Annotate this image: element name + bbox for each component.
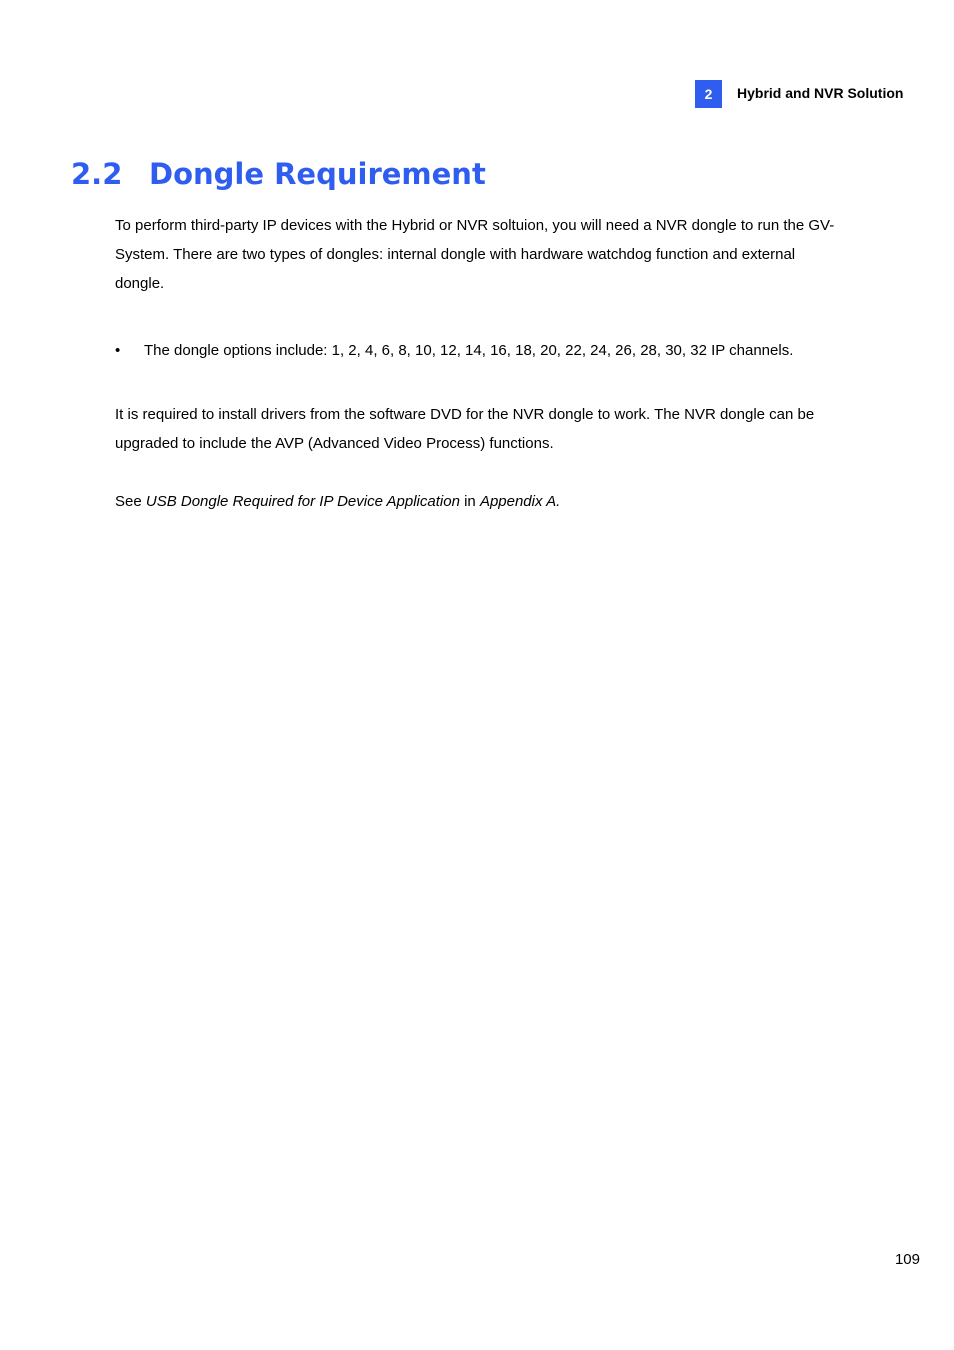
chapter-title: Hybrid and NVR Solution — [737, 85, 904, 101]
section-title: Dongle Requirement — [149, 157, 486, 191]
see-middle: in — [459, 493, 480, 510]
see-reference-paragraph — [115, 487, 845, 516]
see-reference-title: USB Dongle Required for IP Device Application — [145, 493, 460, 510]
section-heading — [71, 154, 486, 194]
section-number: 2.2 — [71, 157, 123, 191]
drivers-paragraph: It is required to install drivers from the software DVD for the NVR dongle to work. The NVR dongle can be upgraded to include the AVP (Advanced Video Process) functions. — [115, 406, 815, 452]
see-prefix: See — [115, 493, 146, 510]
chapter-number-badge: 2 — [695, 80, 722, 108]
see-appendix: Appendix A. — [479, 493, 561, 510]
intro-paragraph: To perform third-party IP devices with the Hybrid or NVR soltuion, you will need a NVR dongle to run the GV-System. There are two types of dongles: internal dongle with hardware watchdog function and external dongle. — [115, 217, 835, 292]
page-number: 109 — [894, 1251, 920, 1268]
bullet-text: The dongle options include: 1, 2, 4, 6, 8, 10, 12, 14, 16, 18, 20, 22, 24, 26, 28, 30, 32 IP channels. — [144, 342, 794, 359]
dongle-options-bullet — [115, 336, 855, 365]
bullet-icon: • — [115, 342, 121, 359]
